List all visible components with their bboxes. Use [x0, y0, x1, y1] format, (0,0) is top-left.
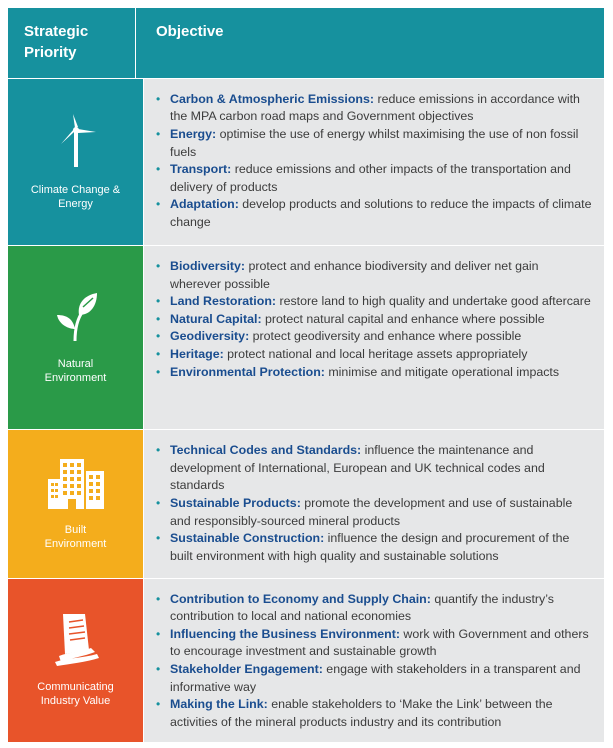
list-item: • Carbon & Atmospheric Emissions: reduce emissions in accordance with the MPA carbon road maps and Government objectives: [152, 91, 592, 126]
priority-label: Natural Environment: [44, 357, 107, 384]
objective-cell: [144, 579, 604, 742]
objective-list: [152, 258, 592, 381]
list-item: • Transport: reduce emissions and other impacts of the transportation and delivery of products: [152, 161, 592, 196]
row-climate-change-energy: [8, 79, 604, 246]
strategic-priorities-table: [8, 8, 604, 742]
row-natural-environment: [8, 246, 604, 430]
objective-cell: [144, 430, 604, 577]
list-item: • Influencing the Business Environment: work with Government and others to encourage investment and sustainable growth: [152, 626, 592, 661]
table-header: [8, 8, 604, 79]
list-item: • Technical Codes and Standards: influence the maintenance and development of International, European and UK technical codes and standards: [152, 442, 592, 495]
list-item: • Making the Link: enable stakeholders to ‘Make the Link’ between the activities of the mineral products industry and its contribution: [152, 696, 592, 731]
priority-cell-climate: [8, 79, 144, 245]
list-item: • Natural Capital: protect natural capital and enhance where possible: [152, 311, 592, 329]
priority-label: Communicating Industry Value: [37, 681, 114, 708]
buildings-icon: [46, 457, 106, 509]
list-item: • Adaptation: develop products and solutions to reduce the impacts of climate change: [152, 196, 592, 231]
list-item: • Heritage: protect national and local heritage assets appropriately: [152, 346, 592, 364]
leaf-sprout-icon: [53, 291, 99, 343]
list-item: • Sustainable Construction: influence the design and procurement of the built environment with high quality and sustainable solutions: [152, 530, 592, 565]
priority-label: Climate Change & Energy: [30, 183, 121, 210]
objective-cell: [144, 79, 604, 245]
list-item: • Energy: optimise the use of energy whilst maximising the use of non fossil fuels: [152, 126, 592, 161]
list-item: • Biodiversity: protect and enhance biodiversity and deliver net gain wherever possible: [152, 258, 592, 293]
objective-list: [152, 91, 592, 232]
row-communicating-industry-value: [8, 579, 604, 742]
row-built-environment: [8, 430, 604, 578]
objective-list: [152, 591, 592, 732]
priority-label: Built Environment: [44, 523, 107, 550]
list-item: • Sustainable Products: promote the development and use of sustainable and responsibly-sourced mineral products: [152, 495, 592, 530]
header-strategic-priority: Strategic Priority: [8, 8, 136, 78]
priority-cell-built: [8, 430, 144, 577]
wind-turbine-icon: [53, 113, 99, 169]
document-stack-icon: [51, 612, 101, 666]
priority-cell-communicating: [8, 579, 144, 742]
list-item: • Stakeholder Engagement: engage with stakeholders in a transparent and informative way: [152, 661, 592, 696]
list-item: • Land Restoration: restore land to high quality and undertake good aftercare: [152, 293, 592, 311]
list-item: • Contribution to Economy and Supply Chain: quantify the industry’s contribution to local and national economies: [152, 591, 592, 626]
objective-list: [152, 442, 592, 565]
objective-cell: [144, 246, 604, 429]
header-objective: Objective: [156, 23, 224, 40]
list-item: • Geodiversity: protect geodiversity and enhance where possible: [152, 328, 592, 346]
priority-cell-natural: [8, 246, 144, 429]
list-item: • Environmental Protection: minimise and mitigate operational impacts: [152, 364, 592, 382]
